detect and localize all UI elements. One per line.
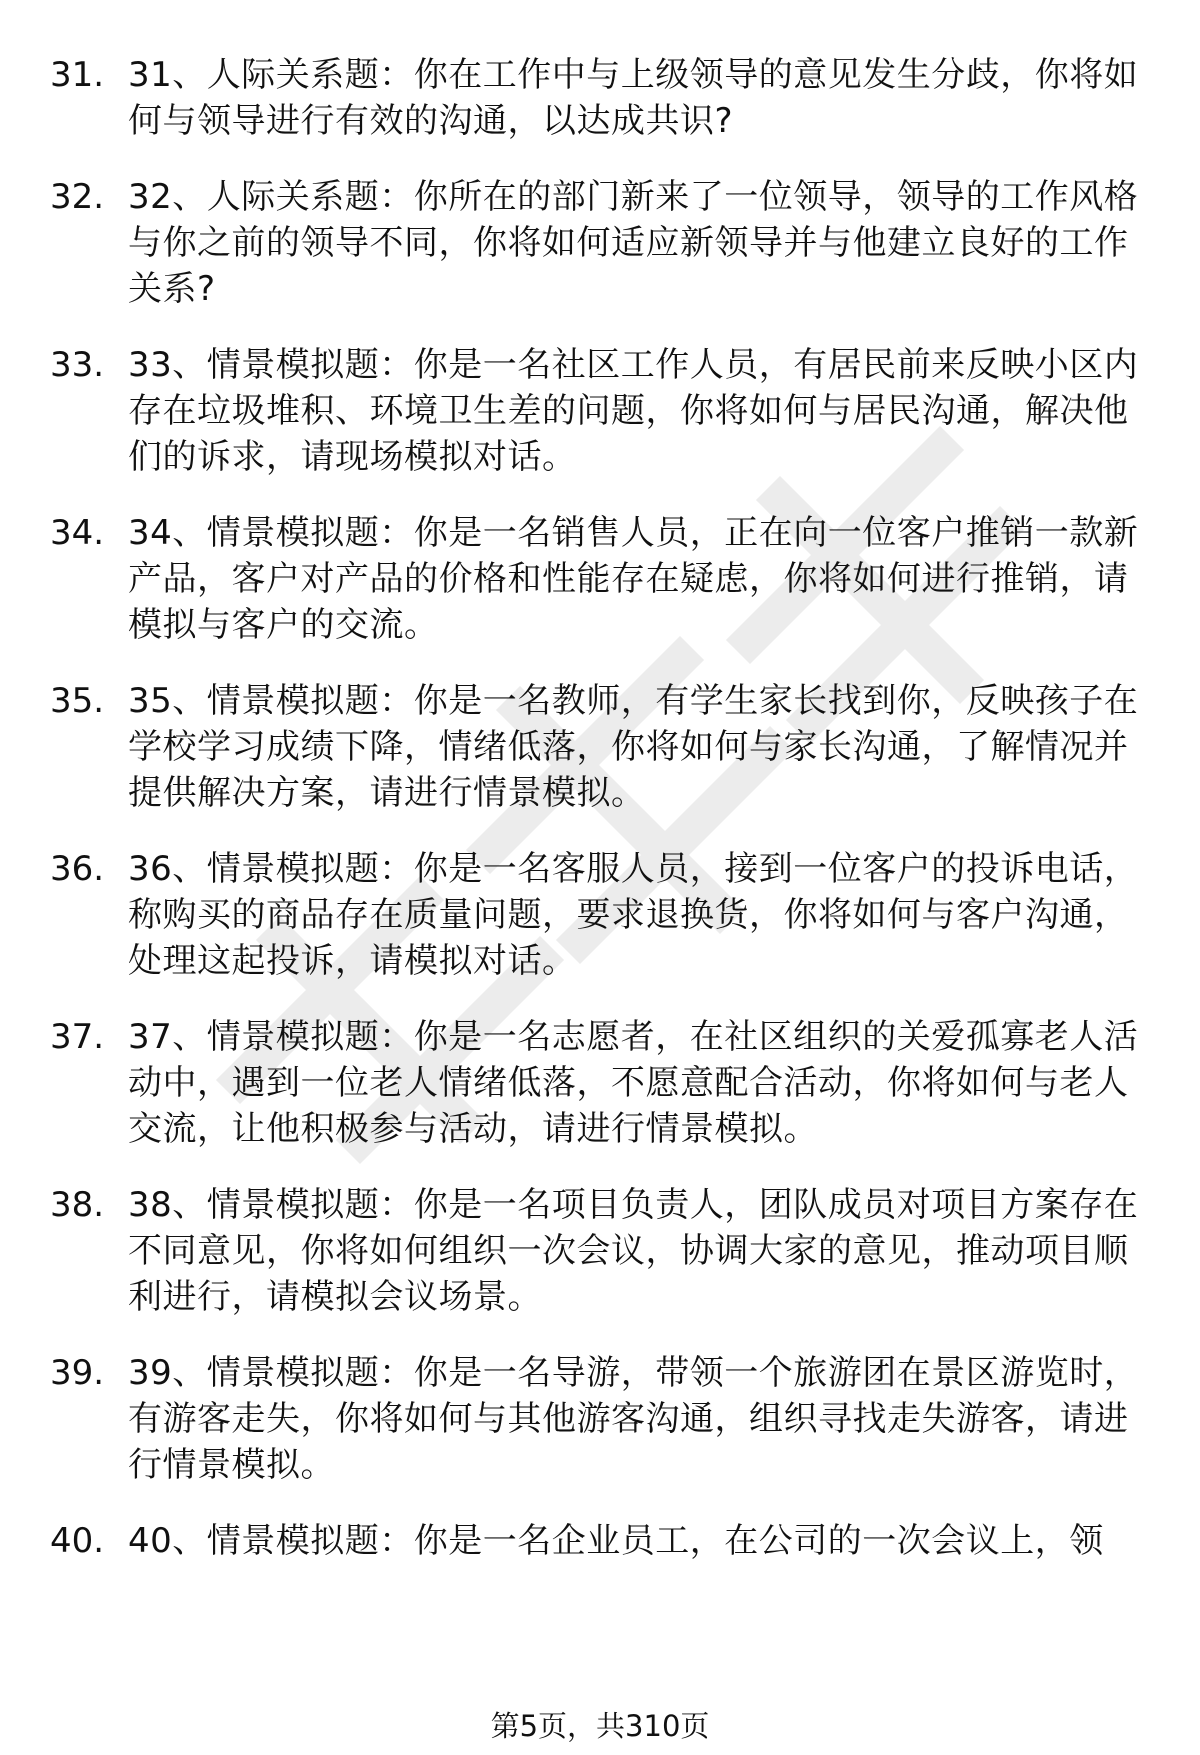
question-number: 38. [50,1185,105,1225]
question-item-37 [50,1014,1150,1152]
question-text: 38、情景模拟题：你是一名项目负责人，团队成员对项目方案存在不同意见，你将如何组织一次会议，协调大家的意见，推动项目顺利进行，请模拟会议场景。 [128,1185,1139,1317]
question-number: 36. [50,849,105,889]
question-text: 35、情景模拟题：你是一名教师，有学生家长找到你，反映孩子在学校学习成绩下降，情绪低落，你将如何与家长沟通，了解情况并提供解决方案，请进行情景模拟。 [128,681,1139,813]
question-number: 37. [50,1017,105,1057]
question-list [50,52,1150,1594]
question-text: 32、人际关系题：你所在的部门新来了一位领导，领导的工作风格与你之前的领导不同，你将如何适应新领导并与他建立良好的工作关系? [128,177,1139,309]
question-item-33 [50,342,1150,480]
page-footer [0,1706,1200,1746]
question-text: 40、情景模拟题：你是一名企业员工，在公司的一次会议上，领 [128,1521,1104,1561]
question-number: 32. [50,177,105,217]
question-text: 34、情景模拟题：你是一名销售人员，正在向一位客户推销一款新产品，客户对产品的价格和性能存在疑虑，你将如何进行推销，请模拟与客户的交流。 [128,513,1139,645]
question-text: 37、情景模拟题：你是一名志愿者，在社区组织的关爱孤寡老人活动中，遇到一位老人情绪低落，不愿意配合活动，你将如何与老人交流，让他积极参与活动，请进行情景模拟。 [128,1017,1139,1149]
question-item-38 [50,1182,1150,1320]
question-item-39 [50,1350,1150,1488]
page-indicator: 第5页，共310页 [490,1709,710,1743]
question-number: 35. [50,681,105,721]
question-number: 31. [50,55,105,95]
question-number: 33. [50,345,105,385]
question-number: 34. [50,513,105,553]
question-text: 39、情景模拟题：你是一名导游，带领一个旅游团在景区游览时，有游客走失，你将如何与其他游客沟通，组织寻找走失游客，请进行情景模拟。 [128,1353,1139,1485]
question-item-32 [50,174,1150,312]
question-item-35 [50,678,1150,816]
question-text: 36、情景模拟题：你是一名客服人员，接到一位客户的投诉电话，称购买的商品存在质量问题，要求退换货，你将如何与客户沟通，处理这起投诉，请模拟对话。 [128,849,1139,981]
question-item-34 [50,510,1150,648]
question-item-31 [50,52,1150,144]
question-text: 33、情景模拟题：你是一名社区工作人员，有居民前来反映小区内存在垃圾堆积、环境卫生差的问题，你将如何与居民沟通，解决他们的诉求，请现场模拟对话。 [128,345,1139,477]
question-number: 39. [50,1353,105,1393]
question-item-36 [50,846,1150,984]
question-number: 40. [50,1521,105,1561]
question-item-40 [50,1518,1150,1564]
question-text: 31、人际关系题：你在工作中与上级领导的意见发生分歧，你将如何与领导进行有效的沟通，以达成共识? [128,55,1139,141]
